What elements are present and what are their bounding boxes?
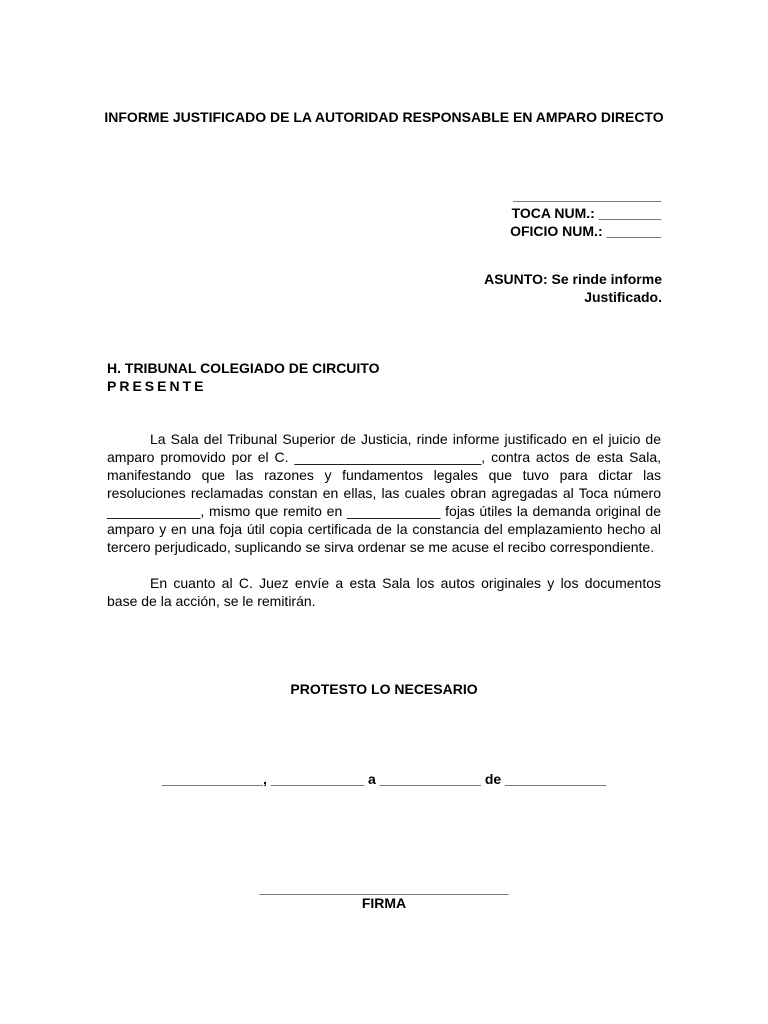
subject-line-1: ASUNTO: Se rinde informe <box>484 271 662 287</box>
subject-line-2: Justificado. <box>584 289 662 305</box>
addressee-presente: PRESENTE <box>107 378 207 394</box>
addressee-name: H. TRIBUNAL COLEGIADO DE CIRCUITO <box>107 360 380 376</box>
reference-block <box>510 186 661 240</box>
reference-blank-line: ___________________ <box>513 187 661 203</box>
body-paragraph-1: La Sala del Tribunal Superior de Justicia, rinde informe justificado en el juicio de amparo promovido por el C. ________________________, contra actos de esta Sala, manifestando que las razones y fundamentos legales que tuvo para dictar las resoluciones reclamadas constan en ellas, las cuales obran agregadas al Toca número ____________, mismo que remito en ____________ fojas útiles la demanda original de amparo y en una foja útil copia certificada de la constancia del emplazamiento hecho al tercero perjudicado, suplicando se sirva ordenar se me acuse el recibo correspondiente. <box>107 431 661 555</box>
oficio-number: OFICIO NUM.: _______ <box>510 223 661 239</box>
subject-block <box>484 270 662 306</box>
signature-line: ________________________________ <box>259 880 509 896</box>
signature-label: FIRMA <box>361 895 407 911</box>
protesto-heading: PROTESTO LO NECESARIO <box>290 681 478 697</box>
document-title: INFORME JUSTIFICADO DE LA AUTORIDAD RESPONSABLE EN AMPARO DIRECTO <box>104 109 664 125</box>
date-line: _____________, ____________ a _____________ de _____________ <box>161 771 607 787</box>
body-text <box>107 430 661 628</box>
toca-number: TOCA NUM.: ________ <box>511 205 661 221</box>
body-paragraph-2: En cuanto al C. Juez envíe a esta Sala los autos originales y los documentos base de la acción, se le remitirán. <box>107 575 661 609</box>
addressee-block <box>107 359 380 395</box>
